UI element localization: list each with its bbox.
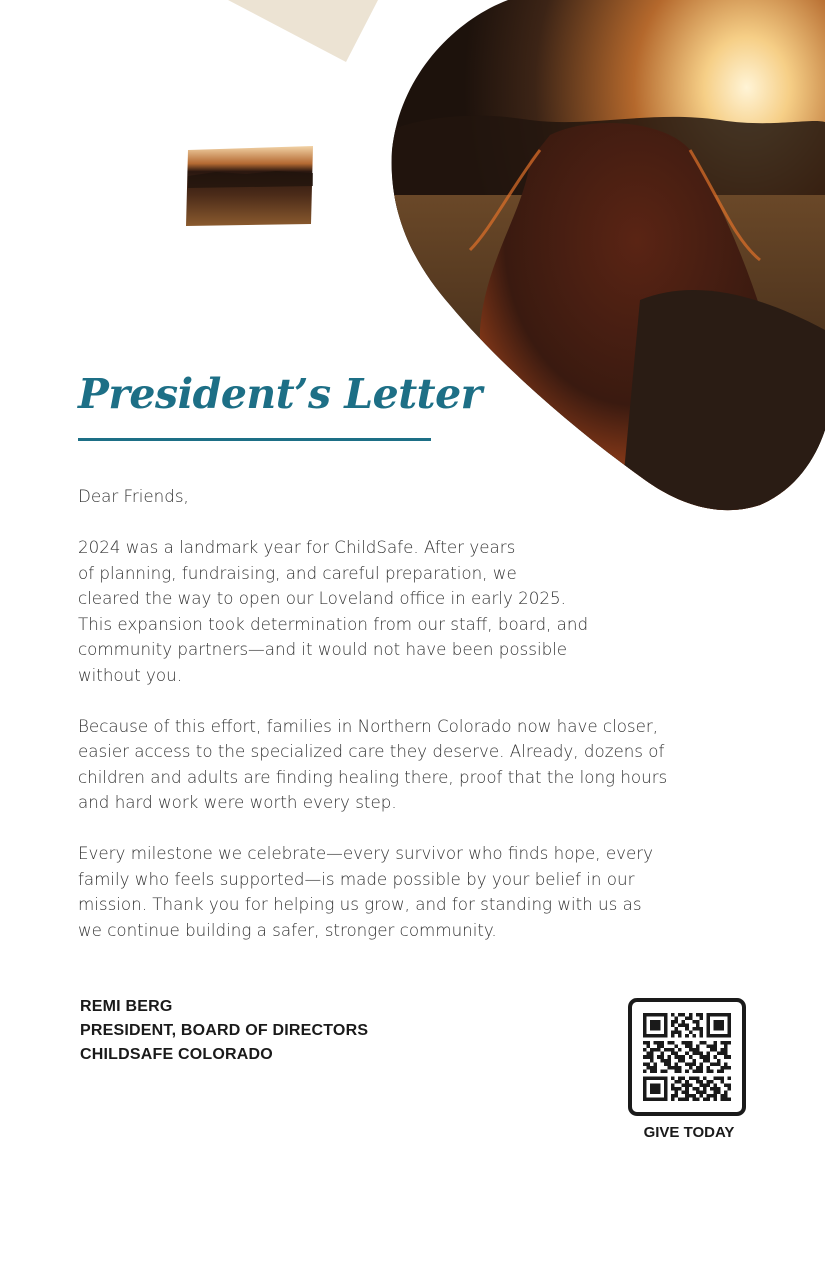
paragraph-2-line: and hard work were worth every step. — [78, 792, 397, 812]
paragraph-1-line: of planning, fundraising, and careful preparation, we — [78, 562, 517, 583]
paragraph-2-line: easier access to the specialized care they deserve. Already, dozens of — [78, 741, 665, 761]
paragraph-3-line: family who feels supported—is made possible by your belief in our — [78, 868, 635, 889]
signature-org: CHILDSAFE COLORADO — [80, 1046, 273, 1063]
paragraph-1-line: without you. — [78, 664, 183, 685]
paragraph-1-line: This expansion took determination from our staff, board, and — [78, 613, 589, 634]
small-sunset-photo — [186, 146, 313, 226]
paragraph-1-line: cleared the way to open our Loveland office in early 2025. — [78, 588, 566, 608]
signature-name: REMI BERG — [80, 998, 173, 1015]
decorative-beige-shape — [228, 0, 378, 62]
signature-block — [80, 995, 368, 1067]
give-today-label: GIVE TODAY — [643, 1124, 735, 1141]
page-title: President’s Letter — [78, 370, 482, 418]
paragraph-3-line: mission. Thank you for helping us grow, and for standing with us as — [78, 894, 642, 914]
paragraph-1-line: community partners—and it would not have been possible — [78, 639, 568, 659]
give-today-qr-code[interactable] — [628, 998, 746, 1116]
qr-code-icon — [643, 1013, 731, 1101]
title-underline — [78, 438, 431, 441]
paragraph-2-line: children and adults are finding healing there, proof that the long hours — [78, 766, 668, 787]
paragraph-3-line: Every milestone we celebrate—every survivor who finds hope, every — [78, 843, 654, 863]
salutation: Dear Friends, — [78, 486, 189, 506]
signature-role: PRESIDENT, BOARD OF DIRECTORS — [80, 1022, 369, 1039]
paragraph-1-line: 2024 was a landmark year for ChildSafe. After years — [78, 537, 516, 557]
heart-shaped-photo — [390, 0, 825, 515]
paragraph-3-line: we continue building a safer, stronger community. — [78, 919, 497, 940]
letter-body — [78, 484, 768, 943]
paragraph-2-line: Because of this effort, families in Northern Colorado now have closer, — [78, 715, 659, 736]
